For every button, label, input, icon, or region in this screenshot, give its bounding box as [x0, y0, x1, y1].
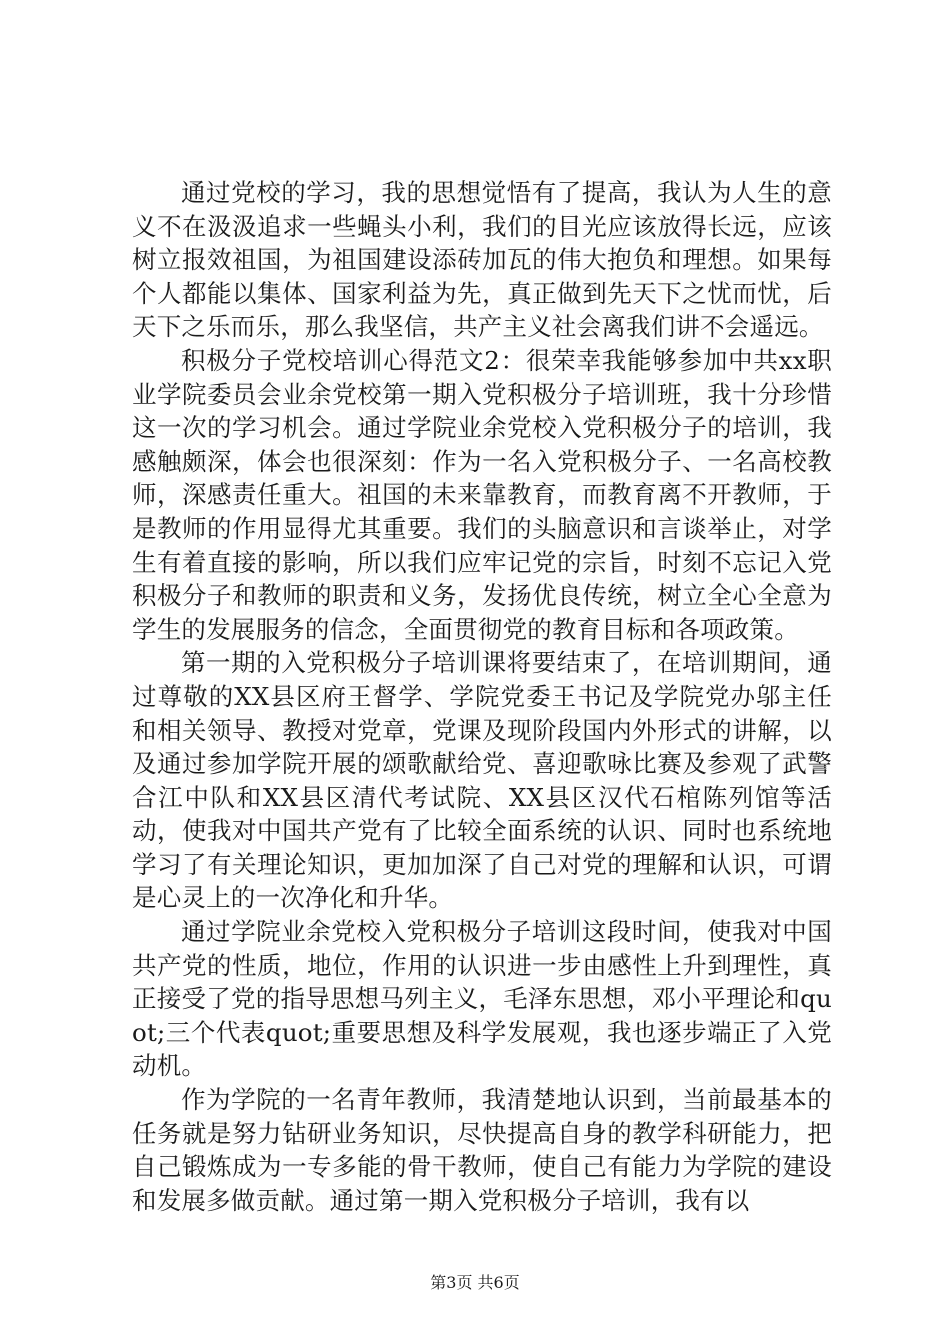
paragraph-1: 通过党校的学习，我的思想觉悟有了提高，我认为人生的意义不在汲汲追求一些蝇头小利，我们的目光应该放得长远，应该树立报效祖国，为祖国建设添砖加瓦的伟大抱负和理想。如果每个人都能以集体、国家利益为先，真正做到先天下之忧而忧，后天下之乐而乐，那么我坚信，共产主义社会离我们讲不会遥远。: [132, 178, 832, 342]
paragraph-5: 作为学院的一名青年教师，我清楚地认识到，当前最基本的任务就是努力钻研业务知识，尽快提高自身的教学科研能力，把自己锻炼成为一专多能的骨干教师，使自己有能力为学院的建设和发展多做贡献。通过第一期入党积极分子培训，我有以: [132, 1085, 832, 1215]
paragraph-3: 第一期的入党积极分子培训课将要结束了，在培训期间，通过尊敬的XX县区府王督学、学院党委王书记及学院党办邬主任和相关领导、教授对党章，党课及现阶段国内外形式的讲解，以及通过参加学院开展的颂歌献给党、喜迎歌咏比赛及参观了武警合江中队和XX县区清代考试院、XX县区汉代石棺陈列馆等活动，使我对中国共产党有了比较全面系统的认识、同时也系统地学习了有关理论知识，更加加深了自己对党的理解和认识，可谓是心灵上的一次净化和升华。: [132, 648, 832, 913]
page-number-footer: 第3页 共6页: [430, 1273, 520, 1292]
document-body: [132, 176, 832, 1217]
paragraph-2: 积极分子党校培训心得范文2：很荣幸我能够参加中共xx职业学院委员会业余党校第一期入党积极分子培训班，我十分珍惜这一次的学习机会。通过学院业余党校入党积极分子的培训，我感触颇深，体会也很深刻：作为一名入党积极分子、一名高校教师，深感责任重大。祖国的未来靠教育，而教育离不开教师，于是教师的作用显得尤其重要。我们的头脑意识和言谈举止，对学生有着直接的影响，所以我们应牢记党的宗旨，时刻不忘记入党积极分子和教师的职责和义务，发扬优良传统，树立全心全意为学生的发展服务的信念，全面贯彻党的教育目标和各项政策。: [132, 345, 832, 644]
paragraph-4: 通过学院业余党校入党积极分子培训这段时间，使我对中国共产党的性质，地位，作用的认识进一步由感性上升到理性，真正接受了党的指导思想马列主义，毛泽东思想，邓小平理论和quot;三个代表quot;重要思想及科学发展观，我也逐步端正了入党动机。: [132, 917, 832, 1081]
